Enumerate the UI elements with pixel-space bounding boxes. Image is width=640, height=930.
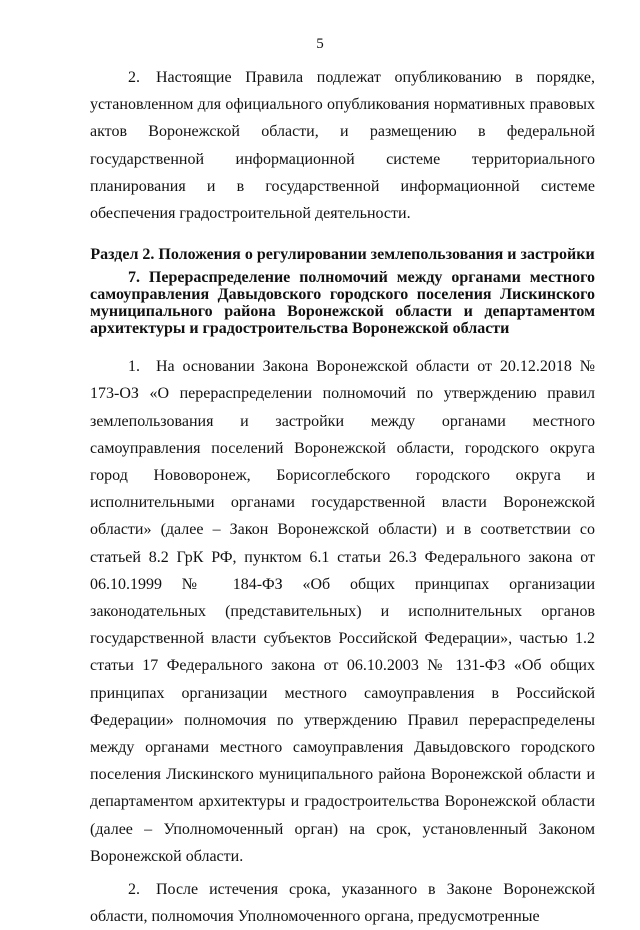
subsection-title: 7. Перераспределение полномочий между органами местного самоуправления Давыдовского городского поселения Лискинского муниципального района Воронежской области и департаментом архитектуры и градостроительства Воронежской области xyxy=(90,269,595,338)
paragraph-expiry: 2. После истечения срока, указанного в Законе Воронежской области, полномочия Уполномоченного органа, предусмотренные xyxy=(90,881,595,926)
paragraph-redistribution: 1. На основании Закона Воронежской области от 20.12.2018 № 173-ОЗ «О перераспределении полномочий по утверждению правил землепользования и застройки между органами местного самоуправления поселений Воронежской области, городского округа город Нововоронеж, Борисоглебского городского округа и исполнительными органами государственной власти Воронежской области» (далее – Закон Воронежской области) и в соответствии со статьей 8.2 ГрК РФ, пунктом 6.1 статьи 26.3 Федерального закона от 06.10.1999 № 184-ФЗ «Об общих принципах организации законодательных (представительных) и исполнительных органов государственной власти субъектов Российской Федерации», частью 1.2 статьи 17 Федерального закона от 06.10.2003 № 131-ФЗ «Об общих принципах организации местного самоуправления в Российской Федерации» полномочия по утверждению Правил перераспределены между органами местного самоуправления Давыдовского городского поселения Лискинского муниципального района Воронежской области и департаментом архитектуры и градостроительства Воронежской области (далее – Уполномоченный орган) на срок, установленный Законом Воронежской области. xyxy=(90,358,595,865)
page-number: 5 xyxy=(316,36,324,52)
document-body xyxy=(90,64,595,930)
section-title: Раздел 2. Положения о регулировании землепользования и застройки xyxy=(90,246,595,264)
paragraph-publication: 2. Настоящие Правила подлежат опубликованию в порядке, установленном для официального опубликования нормативных правовых актов Воронежской области, и размещению в федеральной государственной информационной системе территориального планирования и в государственной информационной системе обеспечения градостроительной деятельности. xyxy=(90,69,595,223)
